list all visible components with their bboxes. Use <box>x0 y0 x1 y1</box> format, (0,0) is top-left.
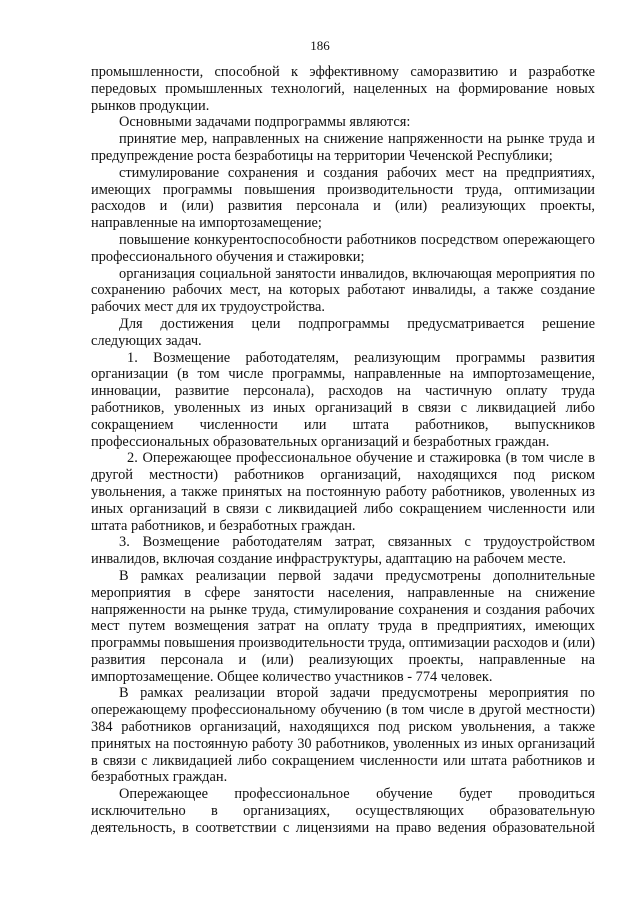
page-number: 186 <box>310 38 330 53</box>
paragraph: Основными задачами подпрограммы являются: <box>119 114 411 131</box>
paragraph: промышленности, способной к эффективному саморазвитию и разработке передовых промышленных технологий, нацеленных на формирование новых рынков продукции. <box>91 64 595 114</box>
paragraph: В рамках реализации второй задачи предусмотрены мероприятия по опережающему профессиональному обучению (в том числе в другой местности) 384 работников организаций, находящихся под риском увольнения, а также принятых на постоянную работу 30 работников, уволенных из иных организаций в связи с ликвидацией либо сокращением численности или штата работников и безработных граждан. <box>91 685 595 786</box>
paragraph: повышение конкурентоспособности работников посредством опережающего профессионального обучения и стажировки; <box>91 231 595 265</box>
paragraph: организация социальной занятости инвалидов, включающая мероприятия по сохранению рабочих мест, на которых работают инвалиды, а также создание рабочих мест для их трудоустройства. <box>91 265 595 316</box>
document-body <box>91 64 595 837</box>
numbered-paragraph: 3. Возмещение работодателям затрат, связанных с трудоустройством инвалидов, включая создание инфраструктуры, адаптацию на рабочем месте. <box>91 534 595 568</box>
paragraph: В рамках реализации первой задачи предусмотрены дополнительные мероприятия в сфере занятости населения, направленные на снижение напряженности на рынке труда, стимулирование сохранения и создания рабочих мест путем возмещения затрат на оплату труда в предприятиях, имеющих программы повышения производительности труда, оптимизации расходов и (или) развития персонала и (или) реализующих проекты, направленные на импортозамещение. Общее количество участников - 774 человек. <box>91 567 595 685</box>
paragraph: Для достижения цели подпрограммы предусматривается решение следующих задач. <box>91 315 595 349</box>
paragraph: Опережающее профессиональное обучение будет проводиться исключительно в организациях, осуществляющих образовательную деятельность, в соответствии с лицензиями на право ведения образовательной <box>91 786 595 836</box>
paragraph: принятие мер, направленных на снижение напряженности на рынке труда и предупреждение роста безработицы на территории Чеченской Республики; <box>91 131 595 164</box>
numbered-paragraph: 1. Возмещение работодателям, реализующим программы развития организации (в том числе программы, направленные на импортозамещение, инновации, развитие персонала), расходов на частичную оплату труда работников, уволенных из иных организаций в связи с ликвидацией либо сокращением численности или штата работников, выпускников профессиональных образовательных организаций и безработных граждан. <box>91 349 595 450</box>
paragraph: стимулирование сохранения и создания рабочих мест на предприятиях, имеющих программы повышения производительности труда, оптимизации расходов и (или) развития персонала и (или) реализующих проекты, направленные на импортозамещение; <box>91 164 595 232</box>
numbered-paragraph: 2. Опережающее профессиональное обучение и стажировка (в том числе в другой местности) работников организаций, находящихся под риском увольнения, а также принятых на постоянную работу работников, уволенных из иных организаций в связи с ликвидацией либо сокращением численности или штата работников, и безработных граждан. <box>91 450 595 534</box>
